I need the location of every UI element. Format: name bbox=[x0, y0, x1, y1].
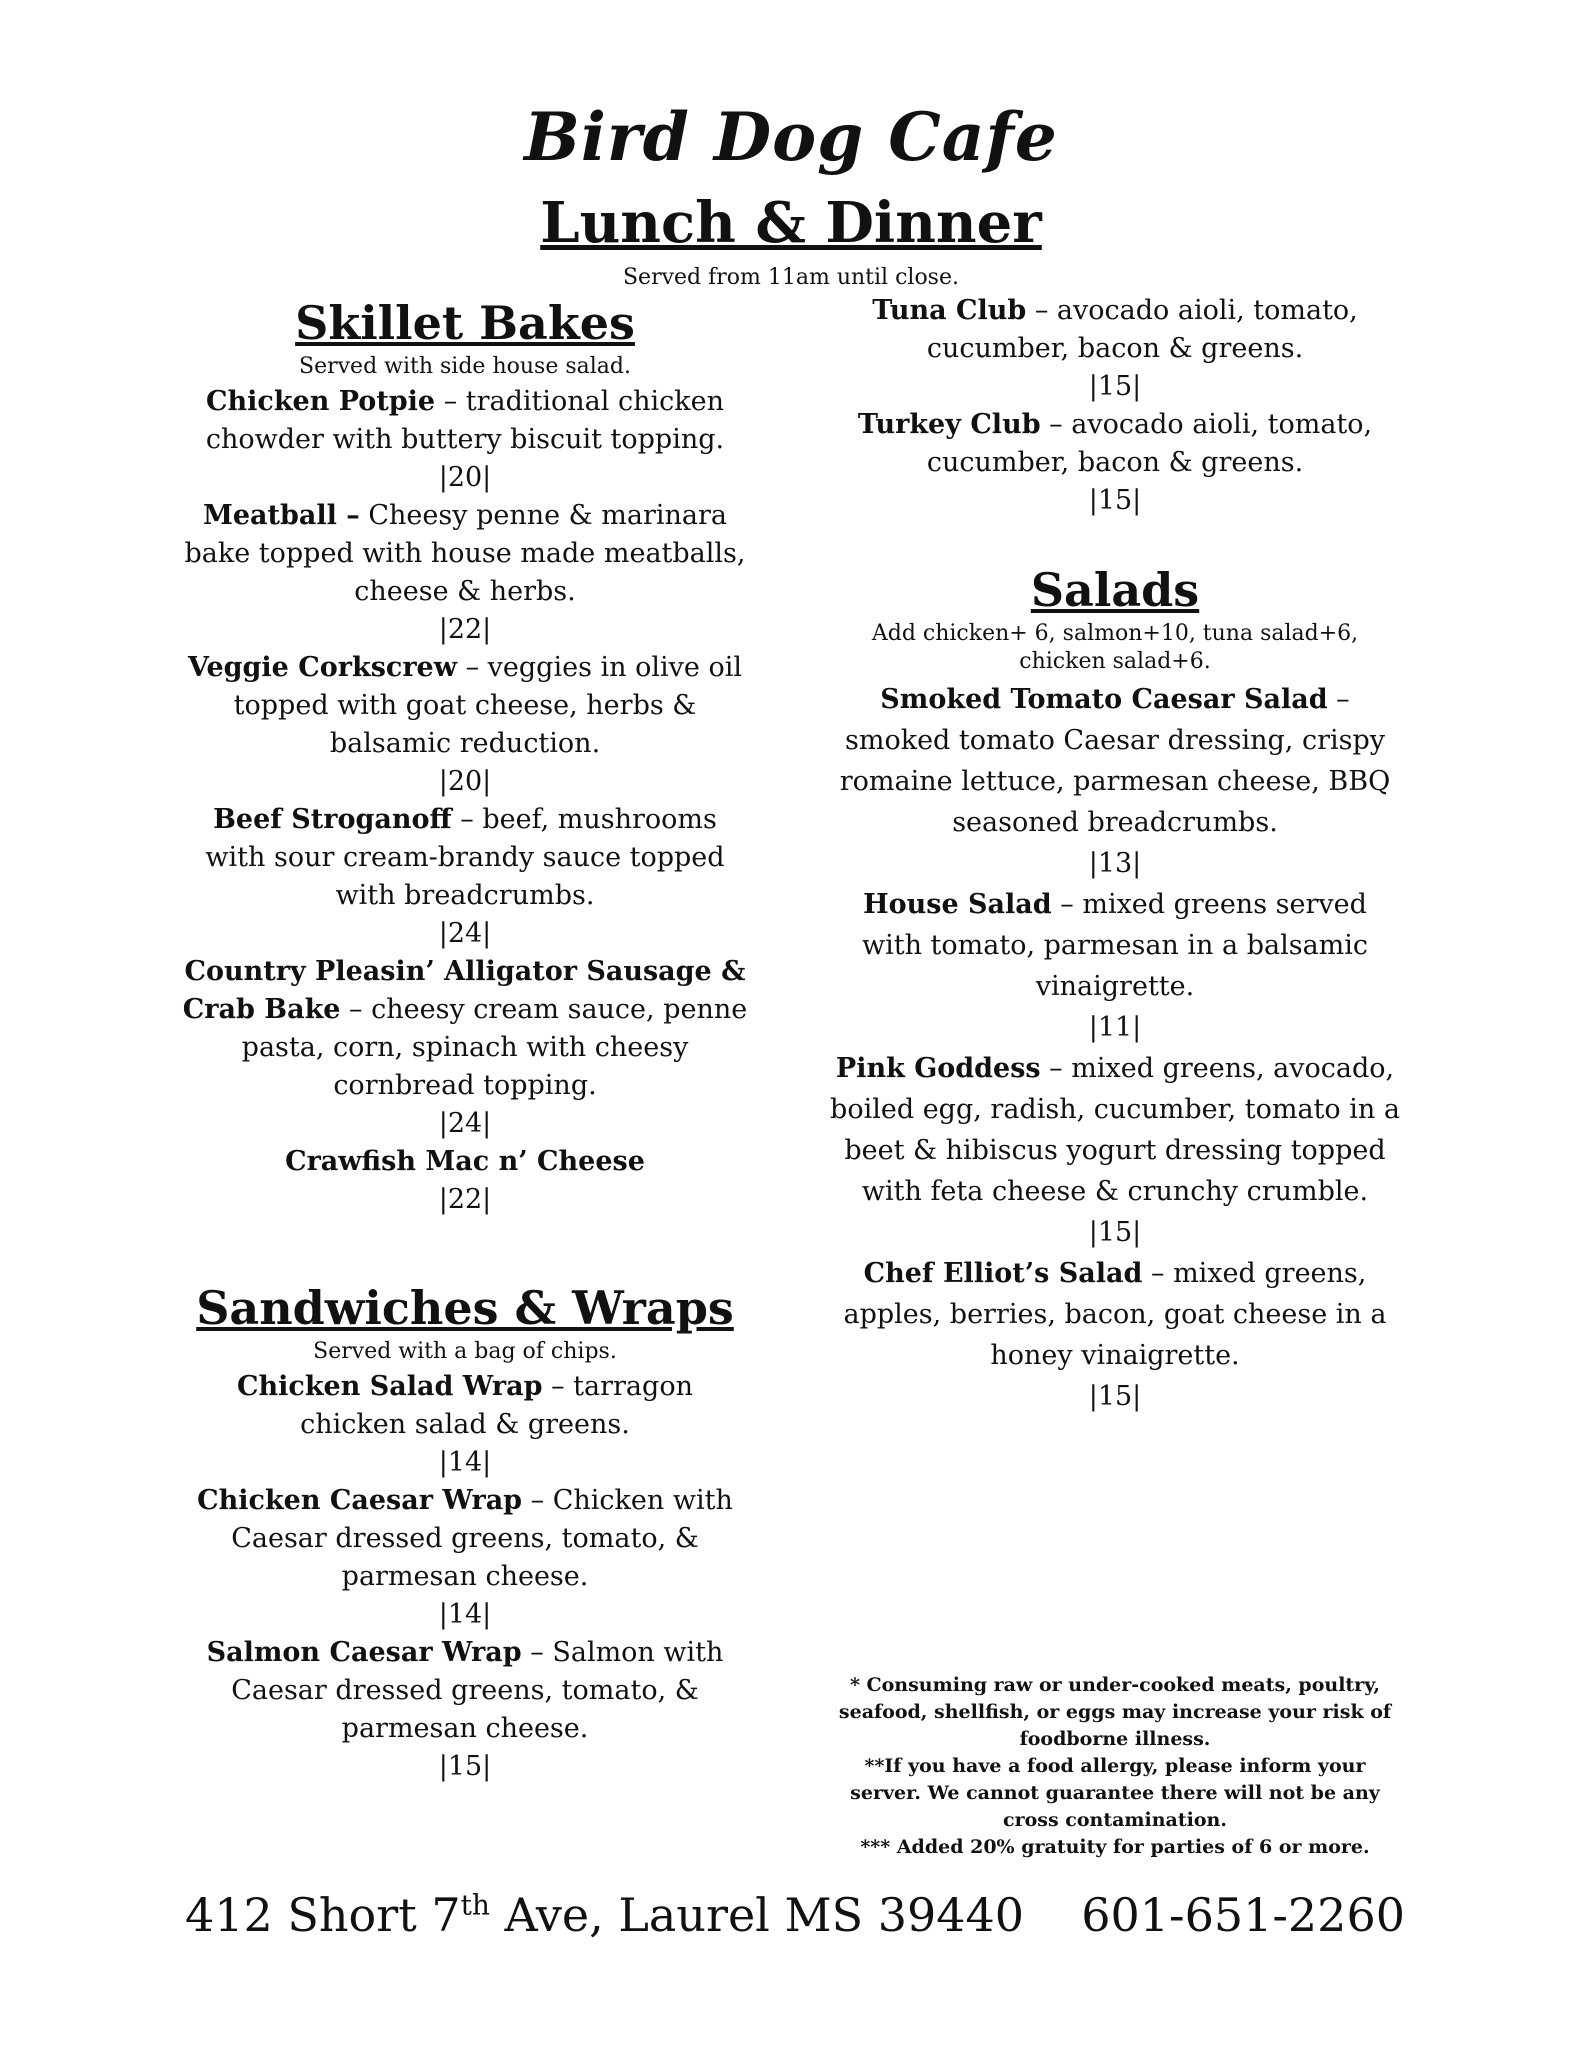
menu-item-description: mixed greens, apples, berries, bacon, goat cheese in a honey vinaigrette. bbox=[843, 1257, 1387, 1371]
menu-item-separator: – bbox=[456, 652, 488, 684]
menu-item bbox=[830, 1048, 1400, 1212]
menu-item-price: |15| bbox=[1088, 1216, 1142, 1248]
menu-item bbox=[180, 1143, 750, 1181]
menu-item-price: |11| bbox=[1088, 1011, 1142, 1043]
menu-item bbox=[830, 884, 1400, 1007]
menu-item-name: House Salad bbox=[863, 888, 1052, 920]
menu-item-name: Country Pleasin’ Alligator Sausage & Crab Bake bbox=[182, 956, 746, 1026]
menu-item-separator: – bbox=[1142, 1257, 1174, 1289]
menu-item-price: |20| bbox=[438, 766, 492, 798]
menu-item bbox=[180, 953, 750, 1105]
menu-item-name: Smoked Tomato Caesar Salad bbox=[880, 683, 1328, 715]
section-title: Salads bbox=[1030, 563, 1200, 617]
menu-item-description: mixed greens, avocado, boiled egg, radish, cucumber, tomato in a beet & hibiscus yogurt dressing topped with feta cheese & crunchy crumble. bbox=[830, 1052, 1400, 1207]
menu-item-price: |15| bbox=[1088, 371, 1142, 402]
section-note: Served with side house salad. bbox=[299, 353, 631, 379]
section-title: Skillet Bakes bbox=[295, 296, 635, 350]
menu-item bbox=[180, 383, 750, 459]
allergy-disclaimer bbox=[830, 1672, 1400, 1861]
menu-item-name: Chicken Caesar Wrap bbox=[197, 1485, 523, 1517]
menu-item-price: |24| bbox=[438, 918, 492, 950]
menu-item bbox=[830, 292, 1400, 368]
salads-section bbox=[830, 562, 1400, 1417]
menu-item-description: Salmon with Caesar dressed greens, tomato, & parmesan cheese. bbox=[231, 1637, 724, 1745]
menu-item-price: |13| bbox=[1088, 847, 1142, 879]
served-hours-note: Served from 11am until close. bbox=[622, 265, 959, 290]
menu-item-price: |24| bbox=[438, 1108, 492, 1140]
menu-item-name: Salmon Caesar Wrap bbox=[206, 1637, 522, 1669]
menu-item-separator: – bbox=[340, 994, 372, 1026]
menu-item-description: cheesy cream sauce, penne pasta, corn, spinach with cheesy cornbread topping. bbox=[241, 994, 748, 1102]
menu-item-description: smoked tomato Caesar dressing, crispy romaine lettuce, parmesan cheese, BBQ seasoned breadcrumbs. bbox=[839, 724, 1391, 838]
menu-item bbox=[180, 1368, 750, 1444]
menu-item-price: |22| bbox=[438, 1184, 492, 1216]
section-note: Served with a bag of chips. bbox=[313, 1338, 617, 1364]
menu-item-separator: – bbox=[521, 1637, 553, 1669]
clubs-section bbox=[830, 292, 1400, 520]
menu-item bbox=[180, 497, 750, 611]
menu-item bbox=[830, 406, 1400, 482]
address-line: 412 Short 7 bbox=[185, 1888, 461, 1942]
menu-item bbox=[830, 679, 1400, 843]
section-title: Sandwiches & Wraps bbox=[196, 1281, 734, 1335]
skillet-bakes-section bbox=[180, 295, 750, 1219]
sandwiches-section bbox=[180, 1280, 750, 1786]
menu-item-separator: – bbox=[435, 386, 466, 418]
menu-item-separator: – bbox=[1026, 295, 1057, 326]
menu-item-description: avocado aioli, tomato, cucumber, bacon & greens. bbox=[926, 409, 1373, 478]
menu-item-description: beef, mushrooms with sour cream-brandy sauce topped with breadcrumbs. bbox=[205, 804, 725, 912]
address bbox=[185, 1888, 1024, 1942]
menu-item-name: Crawfish Mac n’ Cheese bbox=[285, 1146, 645, 1178]
menu-item-name: Chef Elliot’s Salad bbox=[863, 1257, 1143, 1289]
menu-item-price: |22| bbox=[438, 614, 492, 646]
disclaimer-gratuity: *** Added 20% gratuity for parties of 6 or more. bbox=[860, 1836, 1370, 1858]
menu-item-description: Cheesy penne & marinara bake topped with house made meatballs, cheese & herbs. bbox=[184, 500, 746, 608]
menu-item-description: avocado aioli, tomato, cucumber, bacon & greens. bbox=[926, 295, 1358, 364]
menu-item-price: |15| bbox=[438, 1751, 492, 1783]
menu-item-description: Chicken with Caesar dressed greens, tomato, & parmesan cheese. bbox=[231, 1485, 733, 1593]
menu-item-name: Beef Stroganoff bbox=[213, 804, 452, 836]
menu-item-separator: – bbox=[542, 1371, 574, 1403]
phone-number: 601-651-2260 bbox=[1081, 1888, 1405, 1942]
menu-item bbox=[180, 1482, 750, 1596]
disclaimer-allergy: **If you have a food allergy, please inform your server. We cannot guarantee there will not be any cross contamination. bbox=[850, 1755, 1380, 1831]
address-line-end: Ave, Laurel MS 39440 bbox=[489, 1888, 1025, 1942]
menu-item bbox=[180, 1634, 750, 1748]
menu-item-separator: – bbox=[1051, 888, 1083, 920]
address-ordinal: th bbox=[460, 1888, 490, 1922]
menu-item-name: Veggie Corkscrew bbox=[188, 652, 457, 684]
menu-item-description: veggies in olive oil topped with goat cheese, herbs & balsamic reduction. bbox=[233, 652, 742, 760]
menu-item-name: Chicken Potpie bbox=[206, 386, 436, 418]
menu-item bbox=[180, 649, 750, 763]
menu-item-price: |14| bbox=[438, 1599, 492, 1631]
menu-item-description: tarragon chicken salad & greens. bbox=[300, 1371, 693, 1441]
menu-title: Lunch & Dinner bbox=[540, 190, 1042, 256]
menu-item bbox=[180, 801, 750, 915]
menu-item-name: Chicken Salad Wrap bbox=[237, 1371, 543, 1403]
section-note: Add chicken+ 6, salmon+10, tuna salad+6, chicken salad+6. bbox=[871, 620, 1359, 675]
menu-item-name: Pink Goddess bbox=[835, 1052, 1041, 1084]
menu-item-price: |14| bbox=[438, 1447, 492, 1479]
menu-item-name: Meatball – bbox=[202, 500, 360, 532]
cafe-name: Bird Dog Cafe bbox=[524, 98, 1058, 176]
menu-item-price: |15| bbox=[1088, 1380, 1142, 1412]
menu-item-description: traditional chicken chowder with buttery biscuit topping. bbox=[205, 386, 725, 456]
menu-item-price: |20| bbox=[438, 462, 492, 494]
menu-item-name: Turkey Club bbox=[857, 409, 1041, 440]
menu-item-separator: – bbox=[522, 1485, 553, 1517]
menu-item-separator: – bbox=[1040, 409, 1072, 440]
menu-item-separator: – bbox=[451, 804, 483, 836]
menu-item-name: Tuna Club bbox=[872, 295, 1027, 326]
menu-item bbox=[830, 1253, 1400, 1376]
menu-item-separator: – bbox=[1040, 1052, 1072, 1084]
menu-item-price: |15| bbox=[1088, 485, 1142, 516]
menu-item-separator: – bbox=[1327, 683, 1350, 715]
menu-item-description: mixed greens served with tomato, parmesan in a balsamic vinaigrette. bbox=[861, 888, 1369, 1002]
disclaimer-raw-food: * Consuming raw or under-cooked meats, poultry, seafood, shellfish, or eggs may increase your risk of foodborne illness. bbox=[838, 1674, 1392, 1750]
